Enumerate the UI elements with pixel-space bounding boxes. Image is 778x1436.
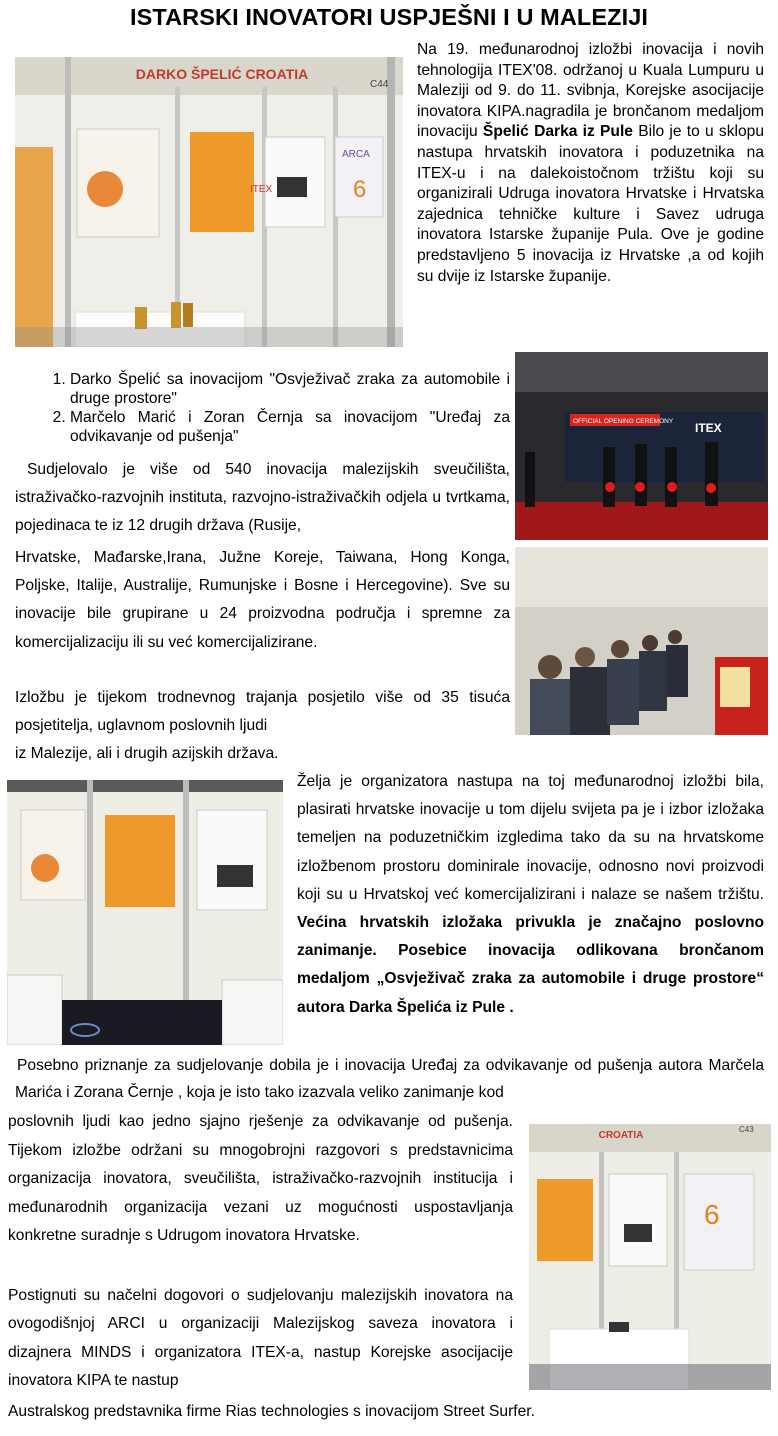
svg-text:6: 6 [704,1199,720,1230]
intro-text-2: Bilo je to u sklopu nastupa hrvatskih inovatora i poduzetnika na ITEX-u i na dalekoistočnom tržištu koji su organizirali Udruga inovatora Hrvatske i Hrvatska zajednica tehničke kulture i Savez udruga inovatora Istarske županije Pula. Ove je godine predstavljeno 5 inovacija iz Hrvatske ,a od kojih su dvije iz Istarske županije. [417,123,765,285]
organizer-bold-text: Većina hrvatskih izložaka privukla je značajno poslovno zanimanje. Posebice inovacija odlikovana brončanom medaljom „Osvježivač zraka za automobile i druge prostore“ autora Darka Špelića iz Pule . [297,914,764,1016]
booth-sign: DARKO ŠPELIĆ CROATIA [135,66,309,82]
booth-closeup-photo [7,780,283,1045]
organizer-text: Želja je organizatora nastupa na toj međunarodnoj izložbi bila, plasirati hrvatske inovacije u tom dijelu svijeta pa je i izbor izložaka temeljen na poduzetničkim izgledima tako da su na hrvatskome izložbenom prostoru dominirale inovacije, odnosno novi proizvodi koji su u Hrvatskoj već komercijalizirani i nalaze se našem tržištu. [297,773,764,903]
agreements-paragraph: Postignuti su načelni dogovori o sudjelovanju malezijskih inovatora na ovogodišnjoj ARCI u organizaciji Malezijskog saveza inovatora i dizajnera MINDS i organizatora ITEX-a, nastup Korejske asocijacije inovatora KIPA te nastup [8,1287,513,1389]
countries-paragraph: Hrvatske, Mađarske,Irana, Južne Koreje, Taiwana, Hong Konga, Poljske, Italije, Australije, Rumunjske i Bosne i Hercegovine). Sve su inovacije bile grupirane u 24 proizvodna područja i spremne za komercijalizaciju ili su već komercijalizirane. [15,549,510,651]
booth2-code: C43 [739,1125,754,1134]
organizer-paragraph [297,768,764,1022]
list-item: 1. Darko Špelić sa inovacijom "Osvježivač zraka za automobile i druge prostore" [70,370,510,408]
participation-paragraph: Sudjelovalo je više od 540 inovacija malezijskih sveučilišta, istraživačko-razvojnih instituta, razvojno-istraživačkih odjela u tvrtkama, pojedinaca te iz 12 drugih država (Rusije, [15,461,510,535]
intro-text-1: Na 19. međunarodnoj izložbi inovacija i novih tehnologija ITEX'08. održanoj u Kuala Lumpuru u Maleziji od 9. do 11. svibnja, Korejske asocijacije inovatora KIPA.nagradila je brončanom medaljom inovaciju [417,41,764,141]
intro-paragraph [417,40,764,287]
booth2-sign: CROATIA [598,1130,644,1141]
visitors-paragraph: Izložbu je tijekom trodnevnog trajanja posjetilo više od 35 tisuća posjetitelja, uglavnom poslovnih ljudi [15,689,510,735]
agreements-paragraph-end: Australskog predstavnika firme Rias technologies s inovacijom Street Surfer. [8,1403,535,1420]
booth-code: C44 [370,79,389,90]
arca-logo: ARCA [342,149,370,160]
svg-text:ITEX: ITEX [695,421,722,435]
recognition-paragraph: Posebno priznanje za sudjelovanje dobila je i inovacija Uređaj za odvikavanje od pušenja autora Marčela Marića i Zorana Černje , koja je isto tako izazvala veliko zanimanje kod [15,1057,764,1101]
booth-photo [15,57,403,347]
audience-photo [515,547,768,735]
svg-text:6: 6 [353,176,367,203]
itex-logo: ITEX [250,184,273,195]
ceremony-banner: OFFICIAL OPENING CEREMONY [573,418,674,425]
intro-bold-name: Špelić Darka iz Pule [482,123,633,141]
booth-photo-2 [529,1124,771,1390]
list-item: 2. Marčelo Marić i Zoran Černja sa inovacijom "Uređaj za odvikavanje od pušenja" [70,408,510,446]
ceremony-photo [515,352,768,540]
page-title: ISTARSKI INOVATORI USPJEŠNI I U MALEZIJI [129,4,649,30]
innovation-list [15,370,510,446]
visitors-paragraph-end: iz Malezije, ali i drugih azijskih država. [15,745,279,762]
talks-paragraph: poslovnih ljudi kao jedno sjajno rješenje za odvikavanje od pušenja. Tijekom izložbe održani su mnogobrojni razgovori s predstavnicima organizacija inovatora, sveučilišta, istraživačko-razvojnih institucija i međunarodnih organizacija vezani uz mogućnosti uspostavljanja konkretne suradnje s Udrugom inovatora Hrvatske. [8,1113,513,1244]
